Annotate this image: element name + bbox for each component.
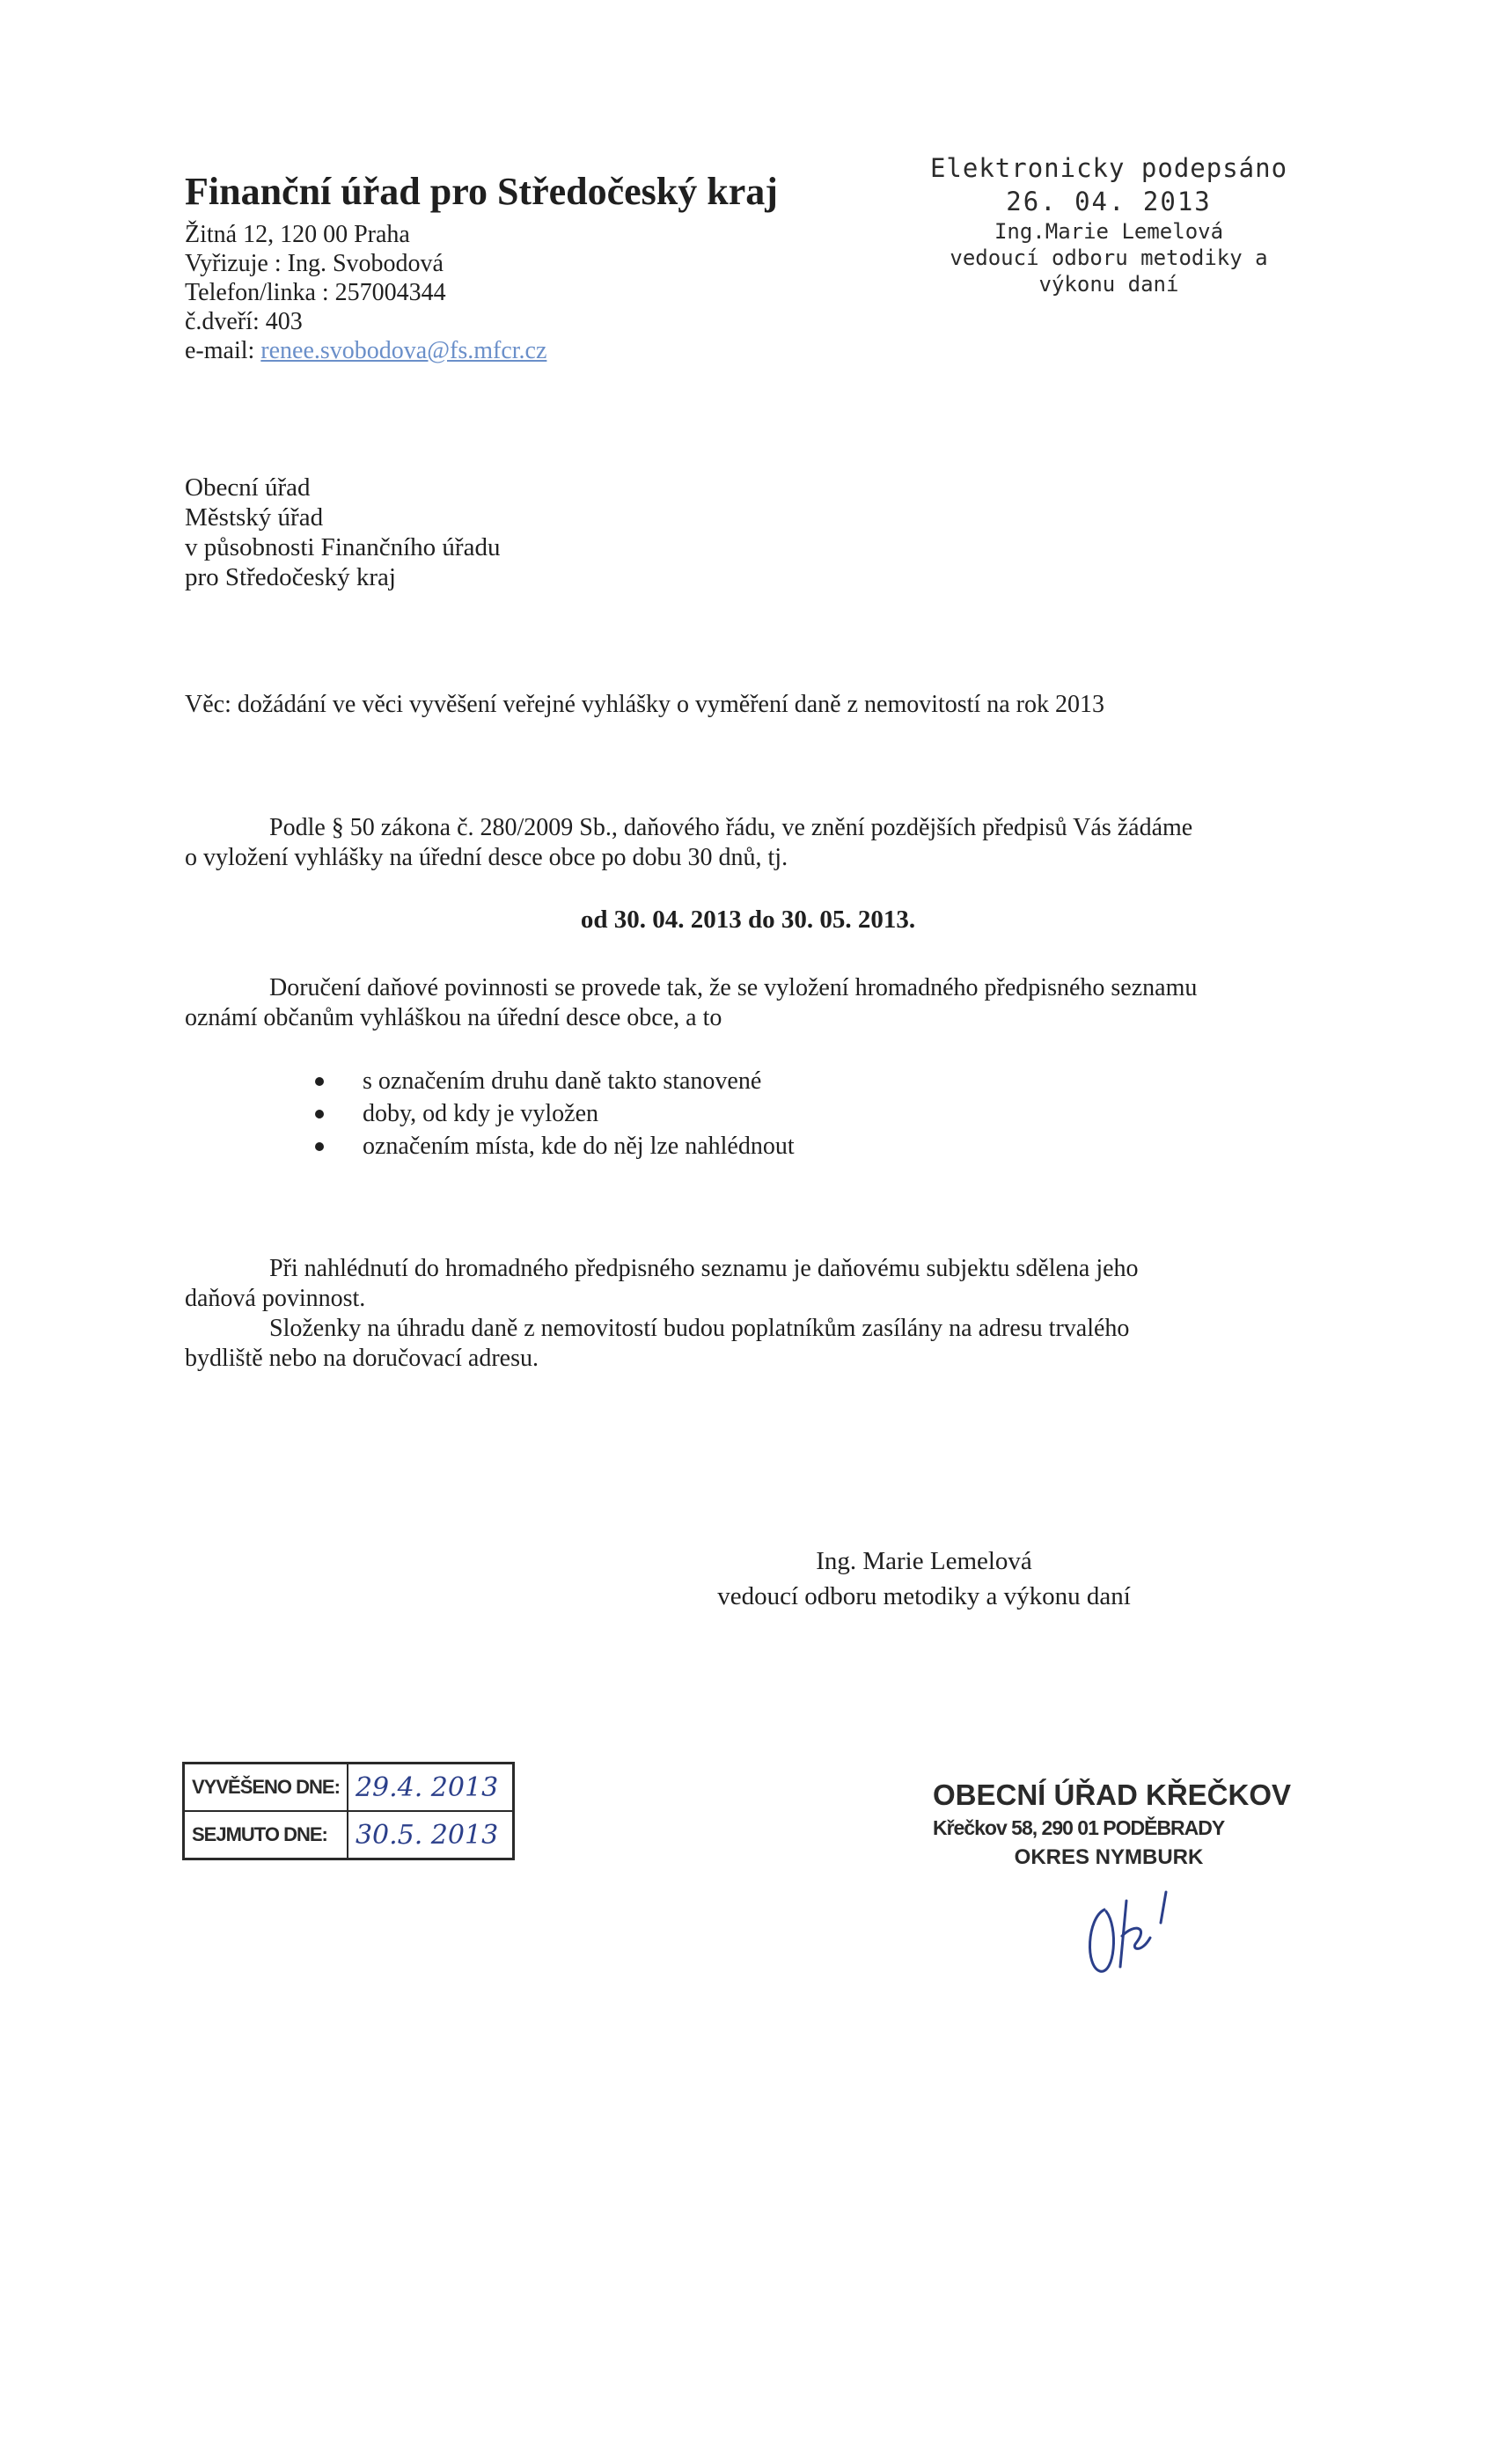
sender-handler: Vyřizuje : Ing. Svobodová xyxy=(185,250,444,277)
paragraph-inspection xyxy=(185,1254,1294,1374)
removed-date-handwritten: 30.5. 2013 xyxy=(348,1811,514,1859)
signer-block xyxy=(616,1544,1232,1614)
office-stamp-district: OKRES NYMBURK xyxy=(1014,1845,1204,1869)
recipient-line-4: pro Středočeský kraj xyxy=(185,563,396,591)
paragraph-delivery-line-1: Doručení daňové povinnosti se provede tak, že se vyložení hromadného předpisného seznamu xyxy=(269,974,1198,1001)
esign-date: 26. 04. 2013 xyxy=(1006,187,1212,216)
paragraph-request xyxy=(185,813,1294,873)
recipient-line-3: v působnosti Finančního úřadu xyxy=(185,533,501,561)
paragraph-inspection-line-2: daňová povinnost. xyxy=(185,1285,366,1312)
sender-email-line xyxy=(185,336,778,365)
office-stamp-address: Křečkov 58, 290 01 PODĚBRADY xyxy=(933,1816,1225,1839)
paragraph-delivery-line-2: oznámí občanům vyhláškou na úřední desce obce, a to xyxy=(185,1004,722,1031)
list-item-text: s označením druhu daně takto stanovené xyxy=(363,1067,762,1095)
sender-phone: Telefon/linka : 257004344 xyxy=(185,279,446,306)
recipient-line-2: Městský úřad xyxy=(185,503,324,532)
list-item-text: doby, od kdy je vyložen xyxy=(363,1100,599,1127)
table-row xyxy=(184,1764,514,1812)
signer-name: Ing. Marie Lemelová xyxy=(816,1547,1032,1575)
recipient-block xyxy=(185,473,500,592)
sender-door: č.dveří: 403 xyxy=(185,308,303,335)
removed-label: SEJMUTO DNE: xyxy=(184,1811,348,1859)
office-stamp-name: OBECNÍ ÚŘAD KŘEČKOV xyxy=(933,1778,1292,1811)
electronic-signature-block xyxy=(915,151,1302,297)
esign-name: Ing.Marie Lemelová xyxy=(994,219,1224,244)
posting-period: od 30. 04. 2013 do 30. 05. 2013. xyxy=(580,906,916,934)
esign-role-2: výkonu daní xyxy=(1038,272,1179,297)
posted-label: VYVĚŠENO DNE: xyxy=(184,1764,348,1812)
bullet-dot-icon xyxy=(315,1077,324,1086)
recipient-line-1: Obecní úřad xyxy=(185,473,311,502)
table-row xyxy=(184,1811,514,1859)
paragraph-request-line-2: o vyložení vyhlášky na úřední desce obce po dobu 30 dnů, tj. xyxy=(185,844,788,871)
paragraph-delivery xyxy=(185,973,1294,1033)
bullet-dot-icon xyxy=(315,1142,324,1151)
signer-role: vedoucí odboru metodiky a výkonu daní xyxy=(717,1582,1131,1610)
posted-date-handwritten: 29.4. 2013 xyxy=(348,1764,514,1812)
paragraph-inspection-line-4: bydliště nebo na doručovací adresu. xyxy=(185,1345,539,1372)
esign-title: Elektronicky podepsáno xyxy=(929,153,1288,183)
handwritten-signature xyxy=(1078,1883,1201,1980)
sender-org-name: Finanční úřad pro Středočeský kraj xyxy=(185,170,778,213)
posting-stamp xyxy=(182,1762,515,1860)
office-stamp xyxy=(924,1778,1294,1873)
bullet-dot-icon xyxy=(315,1110,324,1118)
sender-email-label: e-mail: xyxy=(185,337,261,364)
bullet-list xyxy=(308,1065,795,1162)
sender-email-link[interactable]: renee.svobodova@fs.mfcr.cz xyxy=(260,337,547,364)
list-item xyxy=(308,1065,795,1097)
sender-address: Žitná 12, 120 00 Praha xyxy=(185,221,410,248)
list-item xyxy=(308,1097,795,1130)
subject-line: Věc: dožádání ve věci vyvěšení veřejné vyhlášky o vyměření daně z nemovitostí na rok 2013 xyxy=(185,691,1104,718)
paragraph-inspection-line-3: Složenky na úhradu daně z nemovitostí budou poplatníkům zasílány na adresu trvalého xyxy=(269,1315,1130,1342)
paragraph-request-line-1: Podle § 50 zákona č. 280/2009 Sb., daňového řádu, ve znění pozdějších předpisů Vás žádáme xyxy=(269,814,1193,841)
paragraph-inspection-line-1: Při nahlédnutí do hromadného předpisného seznamu je daňovému subjektu sdělena jeho xyxy=(269,1255,1139,1282)
list-item-text: označením místa, kde do něj lze nahlédnout xyxy=(363,1133,795,1160)
esign-role-1: vedoucí odboru metodiky a xyxy=(950,246,1268,270)
list-item xyxy=(308,1130,795,1162)
sender-block xyxy=(185,167,778,365)
